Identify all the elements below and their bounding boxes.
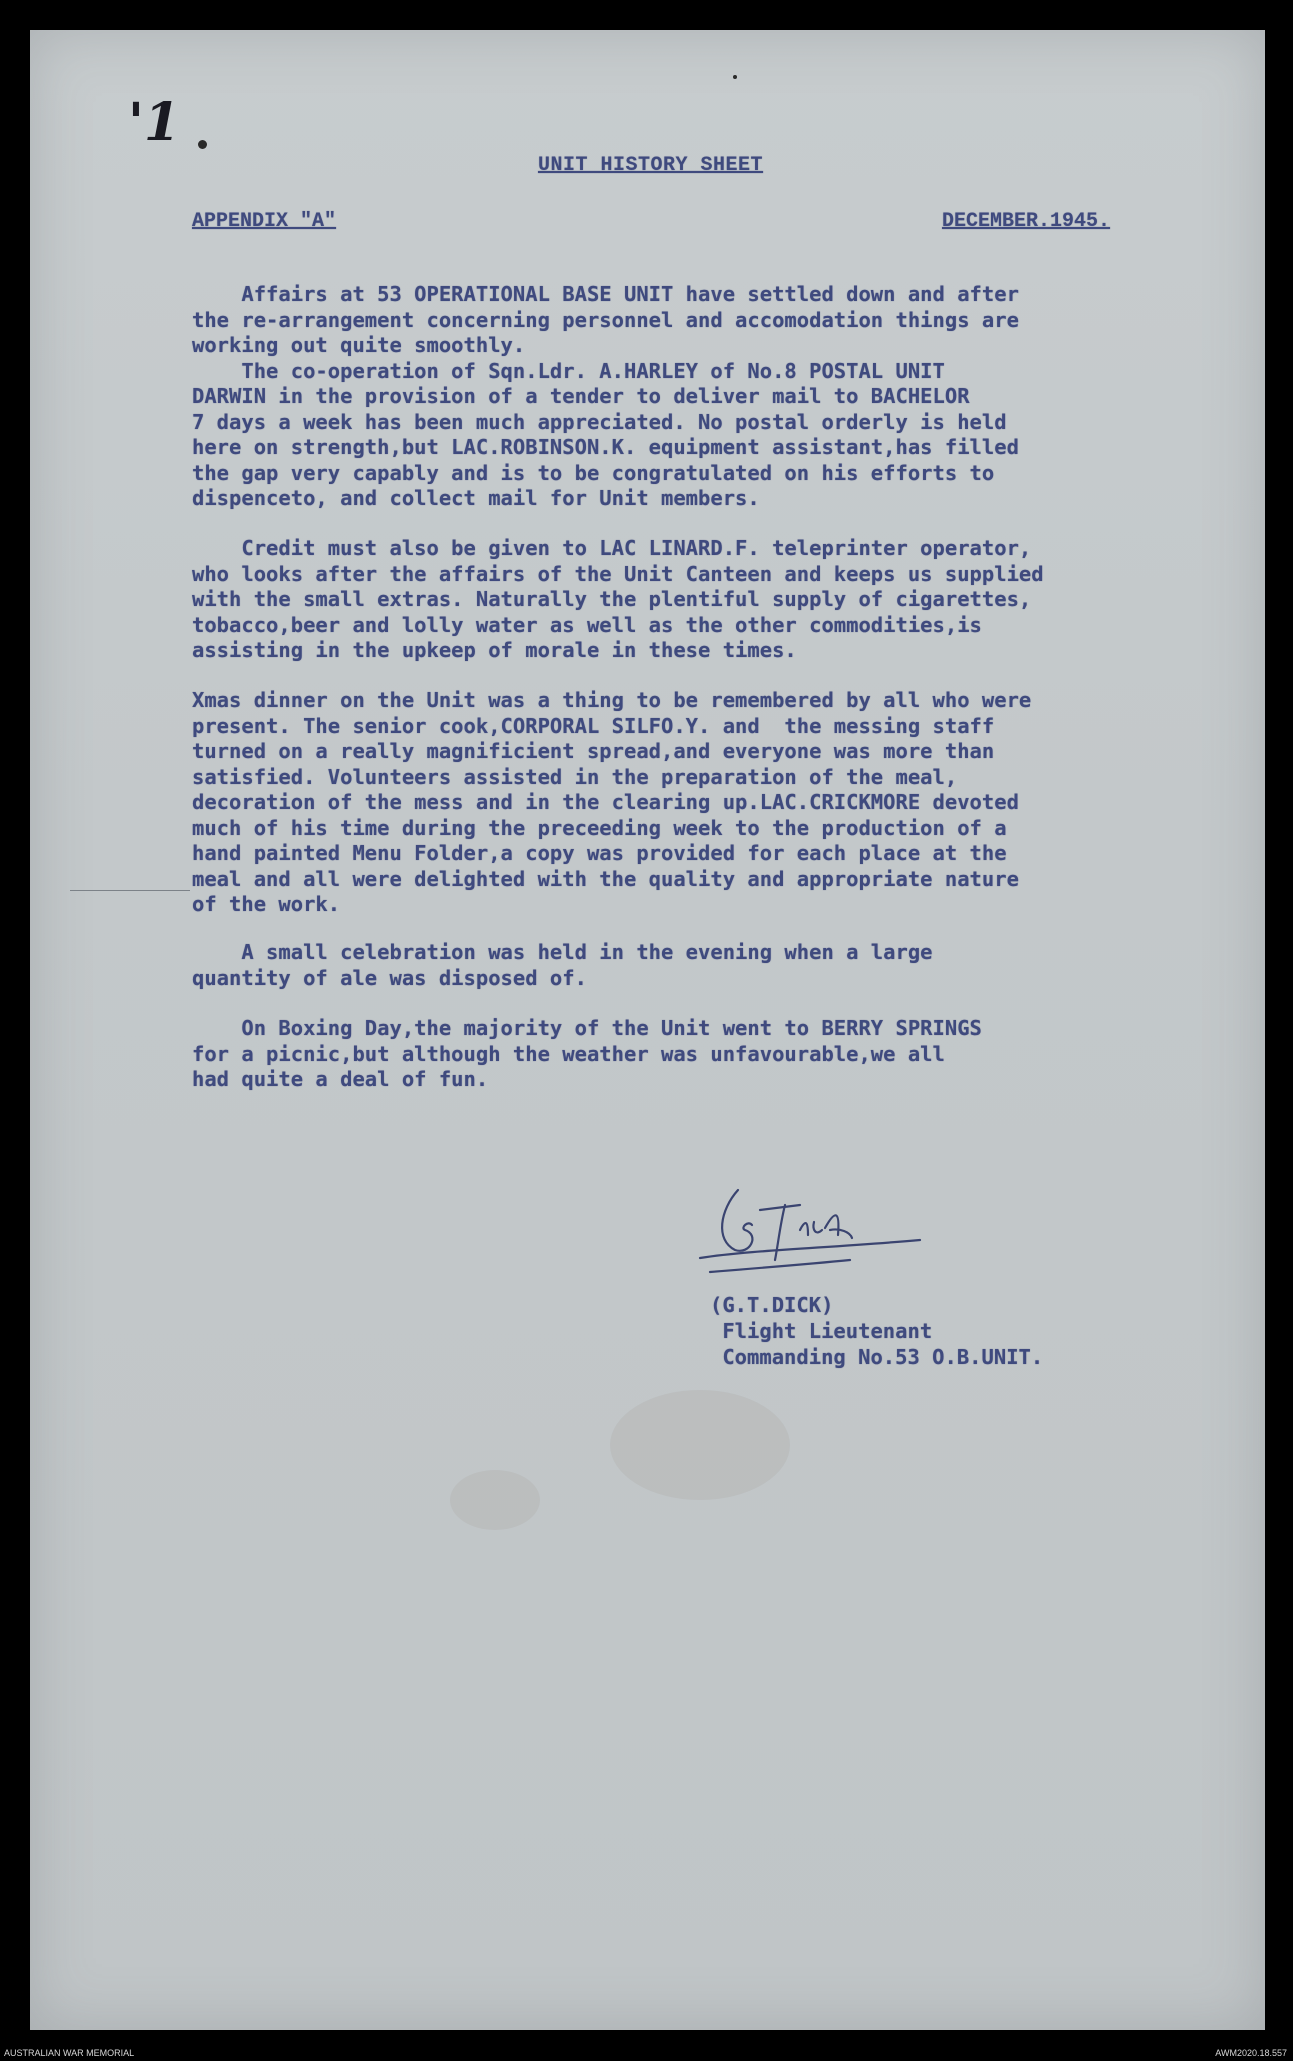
ink-dot (733, 75, 737, 79)
paragraph-3: Xmas dinner on the Unit was a thing to be remembered by all who were present. The senior cook,CORPORAL SILFO.Y. and the messing staff turned on a really magnificient spread,and everyone was more than satisfied. Volunteers assisted in the preparation of the meal, decoration of the mess and in the clearing up.LAC.CRICKMORE devoted much of his time during the preceeding week to the production of a hand painted Menu Folder,a copy was provided for each place at the meal and all were delighted with the quality and appropriate nature of the work. (192, 688, 1032, 916)
appendix-label: APPENDIX "A" (192, 210, 337, 233)
paragraph-2: Credit must also be given to LAC LINARD.F. teleprinter operator, who looks after the affairs of the Unit Canteen and keeps us supplied with the small extras. Naturally the plentiful supply of cigarettes, tobacco,beer and lolly water as well as the other commodities,is assisting in the upkeep of morale in these times. (192, 536, 1044, 662)
paragraph-5: On Boxing Day,the majority of the Unit went to BERRY SPRINGS for a picnic,but although the weather was unfavourable,we all had quite a deal of fun. (192, 1016, 982, 1091)
paper-stain (450, 1470, 540, 1530)
document-heading: UNIT HISTORY SHEET (538, 154, 764, 177)
footer-accession-number: AWM2020.18.557 (1215, 2048, 1287, 2058)
margin-rule (70, 890, 190, 891)
footer-institution: AUSTRALIAN WAR MEMORIAL (4, 2048, 135, 2058)
document-date: DECEMBER.1945. (942, 210, 1111, 233)
signature-block: (G.T.DICK) Flight Lieutenant Commanding No.53 O.B.UNIT. (710, 1293, 1044, 1369)
paper-stain (610, 1390, 790, 1500)
handwritten-signature (690, 1180, 940, 1290)
paragraph-4: A small celebration was held in the evening when a large quantity of ale was disposed of. (192, 940, 933, 990)
margin-handwritten-mark: '1 (128, 92, 181, 153)
ink-blot (198, 140, 207, 149)
paragraph-1: Affairs at 53 OPERATIONAL BASE UNIT have settled down and after the re-arrangement concerning personnel and accomodation things are working out quite smoothly. The co-operation of Sqn.Ldr. A.HARLEY of No.8 POSTAL UNIT DARWIN in the provision of a tender to deliver mail to BACHELOR 7 days a week has been much appreciated. No postal orderly is held here on strength,but LAC.ROBINSON.K. equipment assistant,has filled the gap very capably and is to be congratulated on his efforts to dispenceto, and collect mail for Unit members. (192, 282, 1019, 510)
